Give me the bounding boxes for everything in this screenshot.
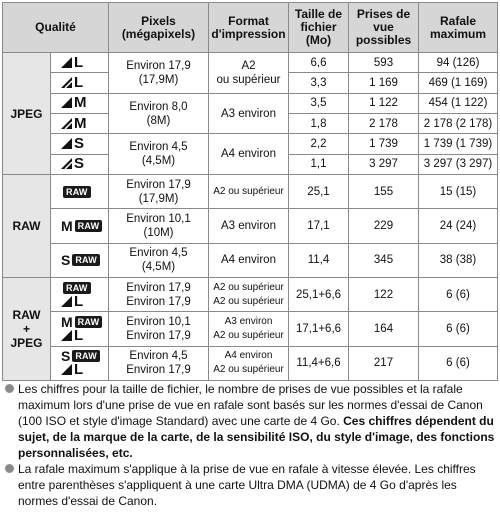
table-row [3,93,498,113]
pixels-cell: Environ 8,0 (8M) [109,93,209,134]
raw-badge-icon: RAW [75,220,103,232]
note-1-bold: Ces chiffres dépendent du sujet, de la marque de la carte, de la sensibilité ISO, du style d'image, des fonctions personnalisées, etc. [18,414,495,460]
taille-cell: 25,1 [289,175,349,209]
taille-cell: 1,8 [289,114,349,134]
raw-badge-icon: RAW [72,350,100,362]
group-jpeg: JPEG [3,53,51,175]
bullet-icon [5,464,14,473]
header-row [3,3,498,53]
stair-normal-icon [61,77,72,88]
format-cell: A2 ou supérieur [209,175,289,209]
group-raw-jpeg: RAW + JPEG [3,278,51,381]
stair-fine-icon [61,138,72,149]
pixels-cell: Environ 10,1 Environ 17,9 [109,312,209,346]
format-cell: A4 environ A2 ou supérieur [209,346,289,380]
quality-cell: RAW L [51,278,109,312]
rafale-cell: 1 739 (1 739) [419,134,498,154]
quality-cell: M RAW [51,209,109,243]
prises-cell: 1 739 [349,134,419,154]
stair-fine-icon [61,57,72,68]
pixels-cell: Environ 10,1 (10M) [109,209,209,243]
table-row [3,134,498,154]
pixels-cell: Environ 17,9 (17,9M) [109,175,209,209]
taille-cell: 17,1 [289,209,349,243]
pixels-cell: Environ 4,5 (4,5M) [109,243,209,277]
notes [4,381,496,509]
prises-cell: 3 297 [349,154,419,174]
note-1-text: Les chiffres pour la taille de fichier, le nombre de prises de vue possibles et la rafale maximum lors d'une prise de vue en rafale sont basés sur les normes d'essai de Canon (100 ISO et style d'image Standard) avec une carte de 4 Go. [18,382,483,428]
rafale-cell: 38 (38) [419,243,498,277]
prises-cell: 164 [349,312,419,346]
taille-cell: 17,1+6,6 [289,312,349,346]
format-cell: A4 environ [209,134,289,175]
prises-cell: 345 [349,243,419,277]
stair-fine-icon [61,330,72,341]
raw-badge-icon: RAW [75,316,103,328]
pixels-cell: Environ 17,9 (17,9M) [109,53,209,94]
header-qualite: Qualité [3,3,109,53]
prises-cell: 2 178 [349,114,419,134]
rafale-cell: 2 178 (2 178) [419,114,498,134]
pixels-cell: Environ 17,9 Environ 17,9 [109,278,209,312]
quality-cell [51,175,109,209]
format-cell: A4 environ [209,243,289,277]
rafale-cell: 94 (126) [419,53,498,73]
stair-fine-icon [61,296,72,307]
prises-cell: 229 [349,209,419,243]
pixels-cell: Environ 4,5 (4,5M) [109,134,209,175]
stair-normal-icon [61,118,72,129]
quality-cell: S RAW [51,243,109,277]
stair-normal-icon [61,158,72,169]
format-cell: A2 ou supérieur A2 ou supérieur [209,278,289,312]
raw-badge-icon: RAW [72,254,100,266]
note-1 [4,381,496,461]
prises-cell: 155 [349,175,419,209]
rafale-cell: 6 (6) [419,278,498,312]
format-cell: A3 environ A2 ou supérieur [209,312,289,346]
image-quality-table [2,2,498,381]
quality-cell: L [51,73,109,93]
format-cell: A3 environ [209,93,289,134]
table-row [3,209,498,243]
note-2 [4,461,496,509]
table-row [3,53,498,73]
taille-cell: 1,1 [289,154,349,174]
header-pixels: Pixels (mégapixels) [109,3,209,53]
rafale-cell: 6 (6) [419,346,498,380]
quality-cell: S [51,154,109,174]
header-format: Format d'impression [209,3,289,53]
bullet-icon [5,384,14,393]
prises-cell: 217 [349,346,419,380]
taille-cell: 6,6 [289,53,349,73]
prises-cell: 122 [349,278,419,312]
stair-fine-icon [61,97,72,108]
prises-cell: 1 122 [349,93,419,113]
raw-badge-icon: RAW [63,282,91,294]
stair-fine-icon [61,364,72,375]
note-2-text: La rafale maximum s'applique à la prise de vue en rafale à vitesse élevée. Les chiffres entre parenthèses s'appliquent à une carte Ultra DMA (UDMA) de 4 Go d'après les normes d'essai de Canon. [18,462,476,508]
rafale-cell: 15 (15) [419,175,498,209]
quality-cell: S [51,134,109,154]
table-row [3,346,498,380]
header-rafale: Rafale maximum [419,3,498,53]
taille-cell: 3,5 [289,93,349,113]
format-cell: A3 environ [209,209,289,243]
rafale-cell: 6 (6) [419,312,498,346]
quality-cell: M [51,93,109,113]
format-cell: A2 ou supérieur [209,53,289,94]
table-row [3,278,498,312]
quality-cell: L [51,53,109,73]
group-raw: RAW [3,175,51,278]
prises-cell: 593 [349,53,419,73]
header-taille: Taille de fichier (Mo) [289,3,349,53]
taille-cell: 11,4 [289,243,349,277]
quality-cell: M [51,114,109,134]
prises-cell: 1 169 [349,73,419,93]
taille-cell: 2,2 [289,134,349,154]
rafale-cell: 454 (1 122) [419,93,498,113]
raw-badge-icon: RAW [63,186,91,198]
table-row [3,175,498,209]
table-row [3,312,498,346]
header-prises: Prises de vue possibles [349,3,419,53]
rafale-cell: 3 297 (3 297) [419,154,498,174]
taille-cell: 25,1+6,6 [289,278,349,312]
table-row [3,243,498,277]
taille-cell: 3,3 [289,73,349,93]
quality-cell: M RAW L [51,312,109,346]
taille-cell: 11,4+6,6 [289,346,349,380]
rafale-cell: 24 (24) [419,209,498,243]
pixels-cell: Environ 4,5 Environ 17,9 [109,346,209,380]
quality-cell: S RAW L [51,346,109,380]
rafale-cell: 469 (1 169) [419,73,498,93]
